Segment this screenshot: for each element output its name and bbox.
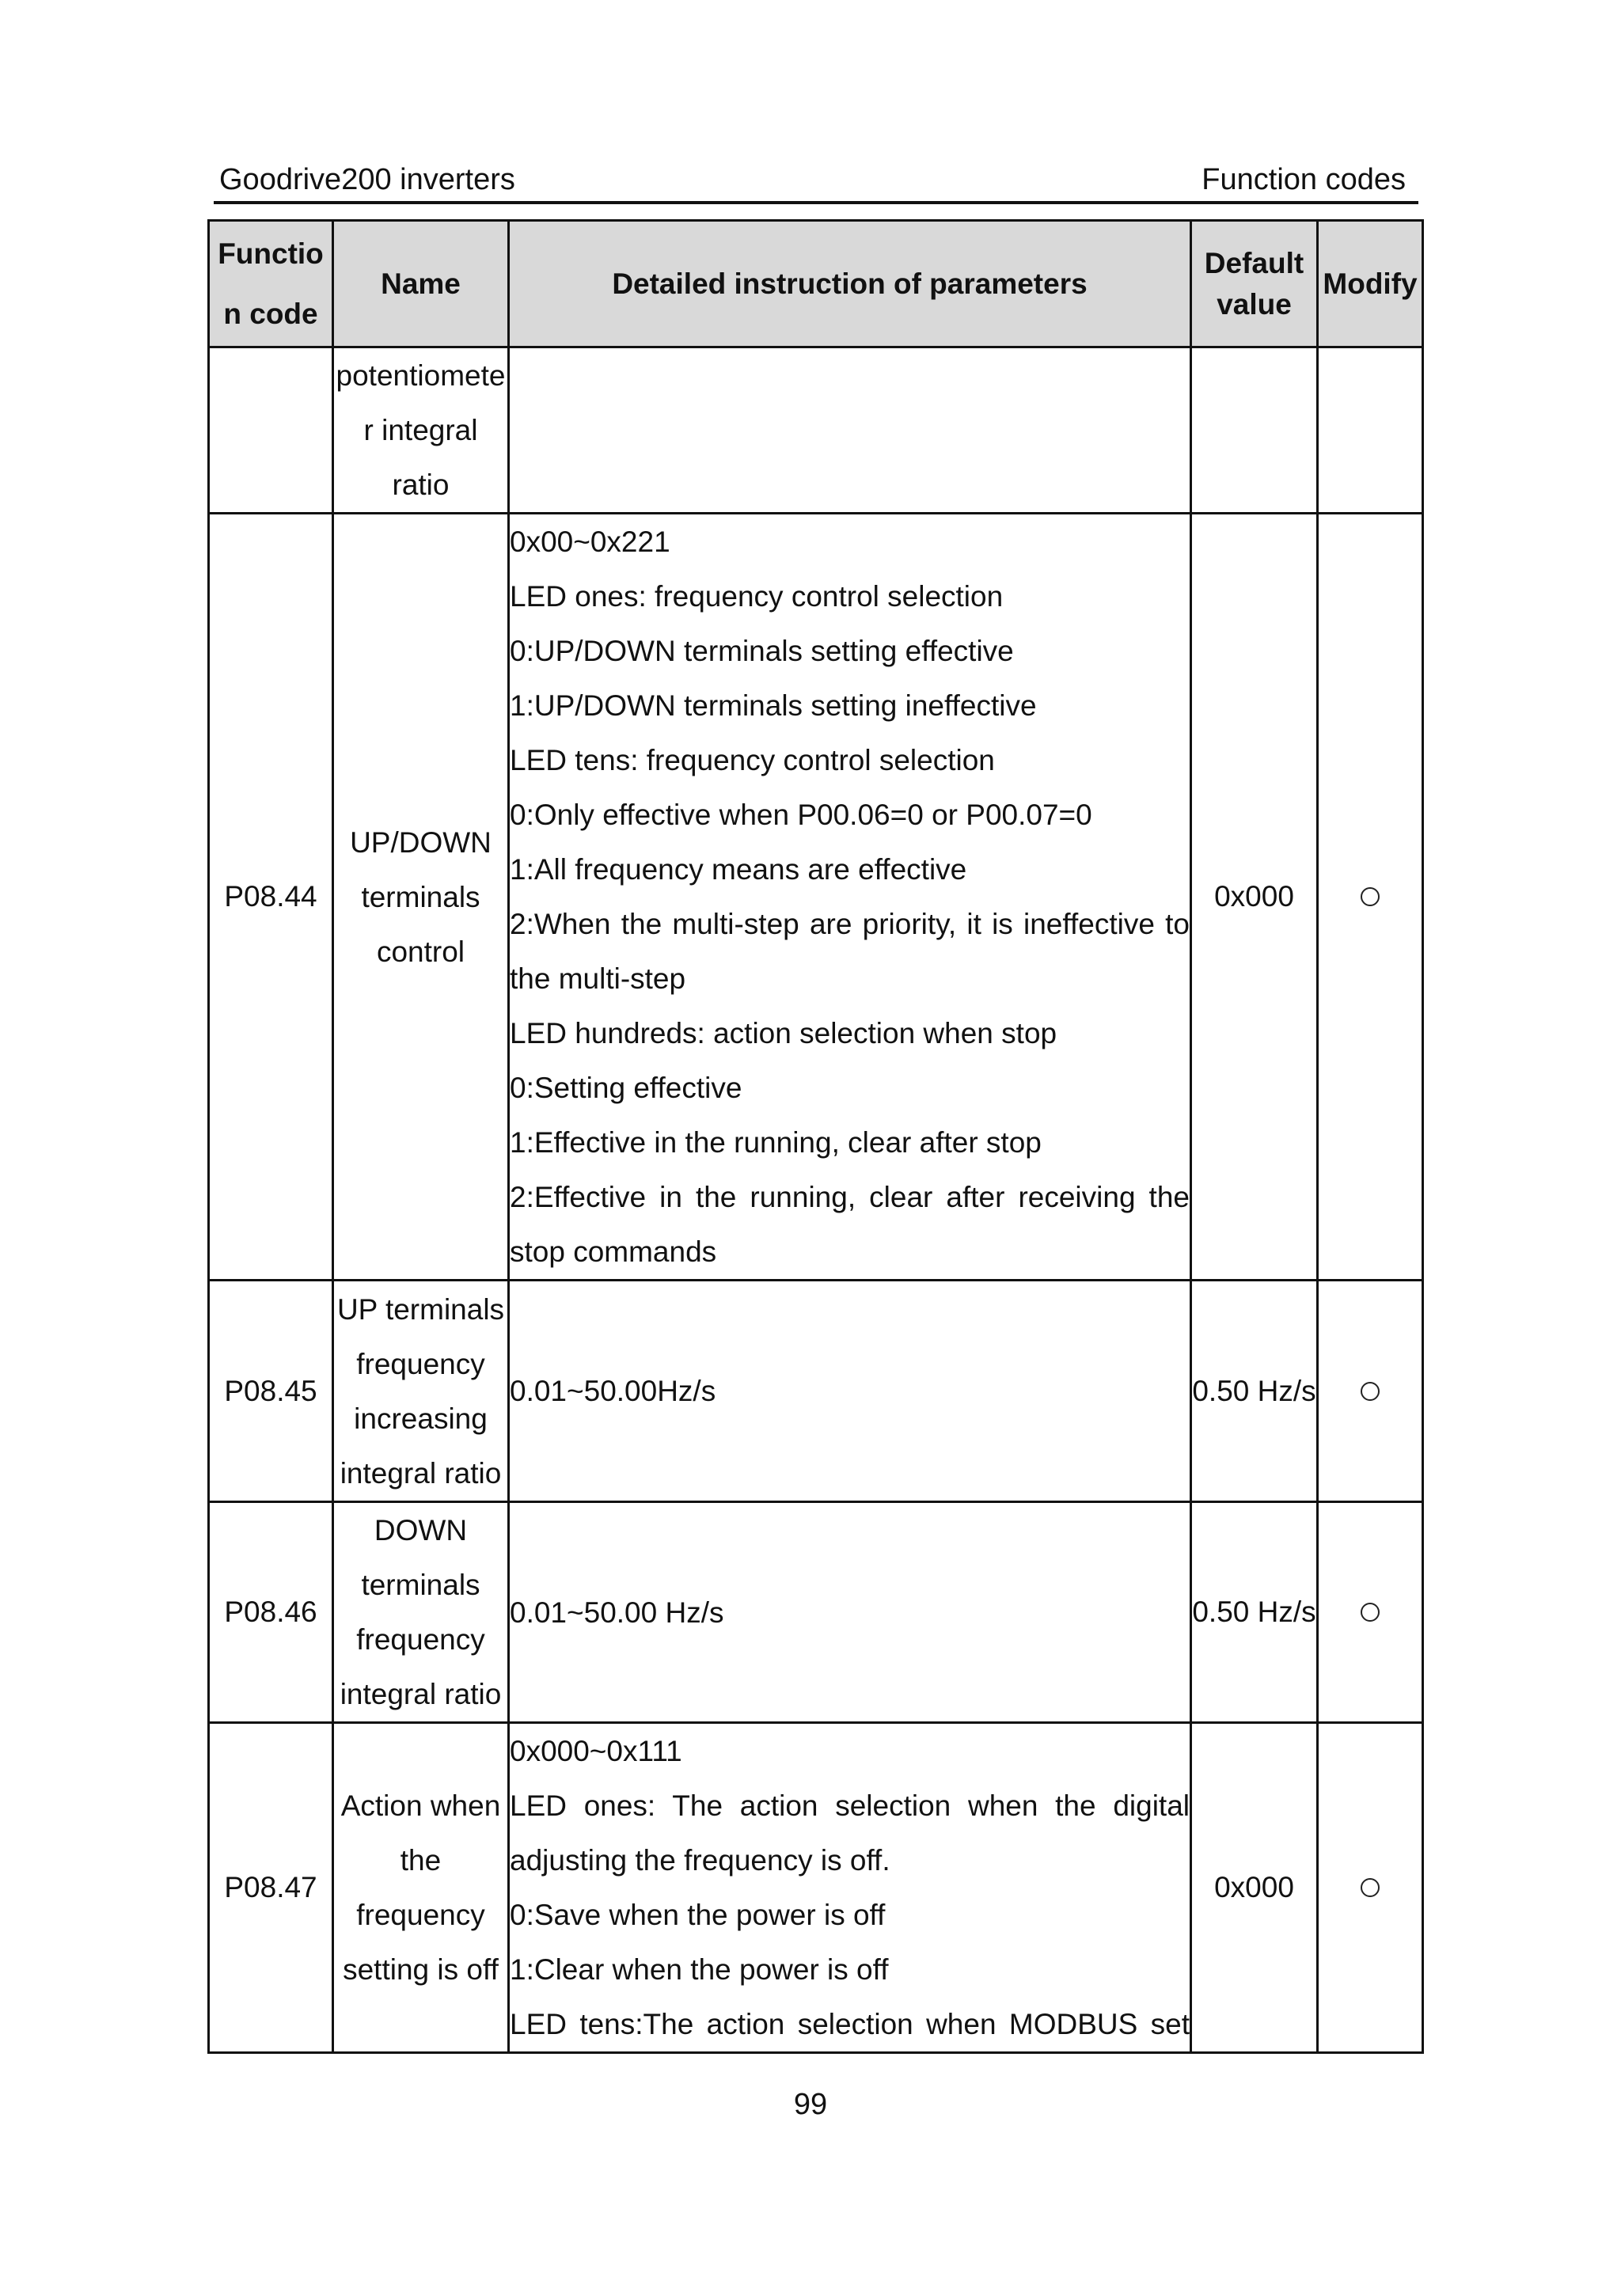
description-cell: 0.01~50.00 Hz/s [509, 1502, 1191, 1723]
function-code-table [207, 219, 1424, 2054]
name-cell: UP terminals frequency increasing integral ratio [333, 1281, 509, 1502]
modify-cell [1318, 347, 1423, 514]
name-cell: potentiomete r integral ratio [333, 347, 509, 514]
function-code-cell: P08.46 [209, 1502, 333, 1723]
function-code-cell: P08.45 [209, 1281, 333, 1502]
doc-header-left: Goodrive200 inverters [219, 163, 515, 196]
modify-circle-icon [1361, 887, 1380, 906]
name-cell: Action when the frequency setting is off [333, 1723, 509, 2053]
table-row [209, 1723, 1423, 2053]
modify-cell [1318, 1723, 1423, 2053]
table-row [209, 514, 1423, 1281]
description-cell: 0x000~0x111 LED ones: The action selection when the digital adjusting the frequency is off. 0:Save when the power is off 1:Clear when the power is off LED tens:The action selection when MODBUS set [509, 1723, 1191, 2053]
description-cell: 0x00~0x221 LED ones: frequency control selection 0:UP/DOWN terminals setting effective 1:UP/DOWN terminals setting ineffective LED tens: frequency control selection 0:Only effective when P00.06=0 or P00.07=0 1:All frequency means are effective 2:When the multi-step are priority, it is ineffective to the multi-step LED hundreds: action selection when stop 0:Setting effective 1:Effective in the running, clear after stop 2:Effective in the running, clear after receiving the stop commands [509, 514, 1191, 1281]
function-code-cell [209, 347, 333, 514]
modify-cell [1318, 1281, 1423, 1502]
table-row [209, 1281, 1423, 1502]
function-code-cell: P08.47 [209, 1723, 333, 2053]
default-value-cell: 0x000 [1191, 514, 1318, 1281]
col-header-function-code: Functio n code [209, 221, 333, 347]
modify-circle-icon [1361, 1603, 1380, 1622]
col-header-name: Name [333, 221, 509, 347]
page-number: 99 [793, 2088, 828, 2121]
default-value-cell: 0x000 [1191, 1723, 1318, 2053]
table-row [209, 1502, 1423, 1723]
col-header-default-value: Default value [1191, 221, 1318, 347]
table-header-row [209, 221, 1423, 347]
modify-cell [1318, 514, 1423, 1281]
default-value-cell: 0.50 Hz/s [1191, 1281, 1318, 1502]
function-code-cell: P08.44 [209, 514, 333, 1281]
default-value-cell [1191, 347, 1318, 514]
name-cell: UP/DOWN terminals control [333, 514, 509, 1281]
default-value-cell: 0.50 Hz/s [1191, 1502, 1318, 1723]
name-cell: DOWN terminals frequency integral ratio [333, 1502, 509, 1723]
header-rule [214, 201, 1418, 204]
description-cell [509, 347, 1191, 514]
modify-circle-icon [1361, 1878, 1380, 1897]
col-header-description: Detailed instruction of parameters [509, 221, 1191, 347]
doc-header-right: Function codes [1202, 163, 1406, 196]
modify-circle-icon [1361, 1382, 1380, 1401]
modify-cell [1318, 1502, 1423, 1723]
col-header-modify: Modify [1318, 221, 1423, 347]
description-cell: 0.01~50.00Hz/s [509, 1281, 1191, 1502]
table-row [209, 347, 1423, 514]
